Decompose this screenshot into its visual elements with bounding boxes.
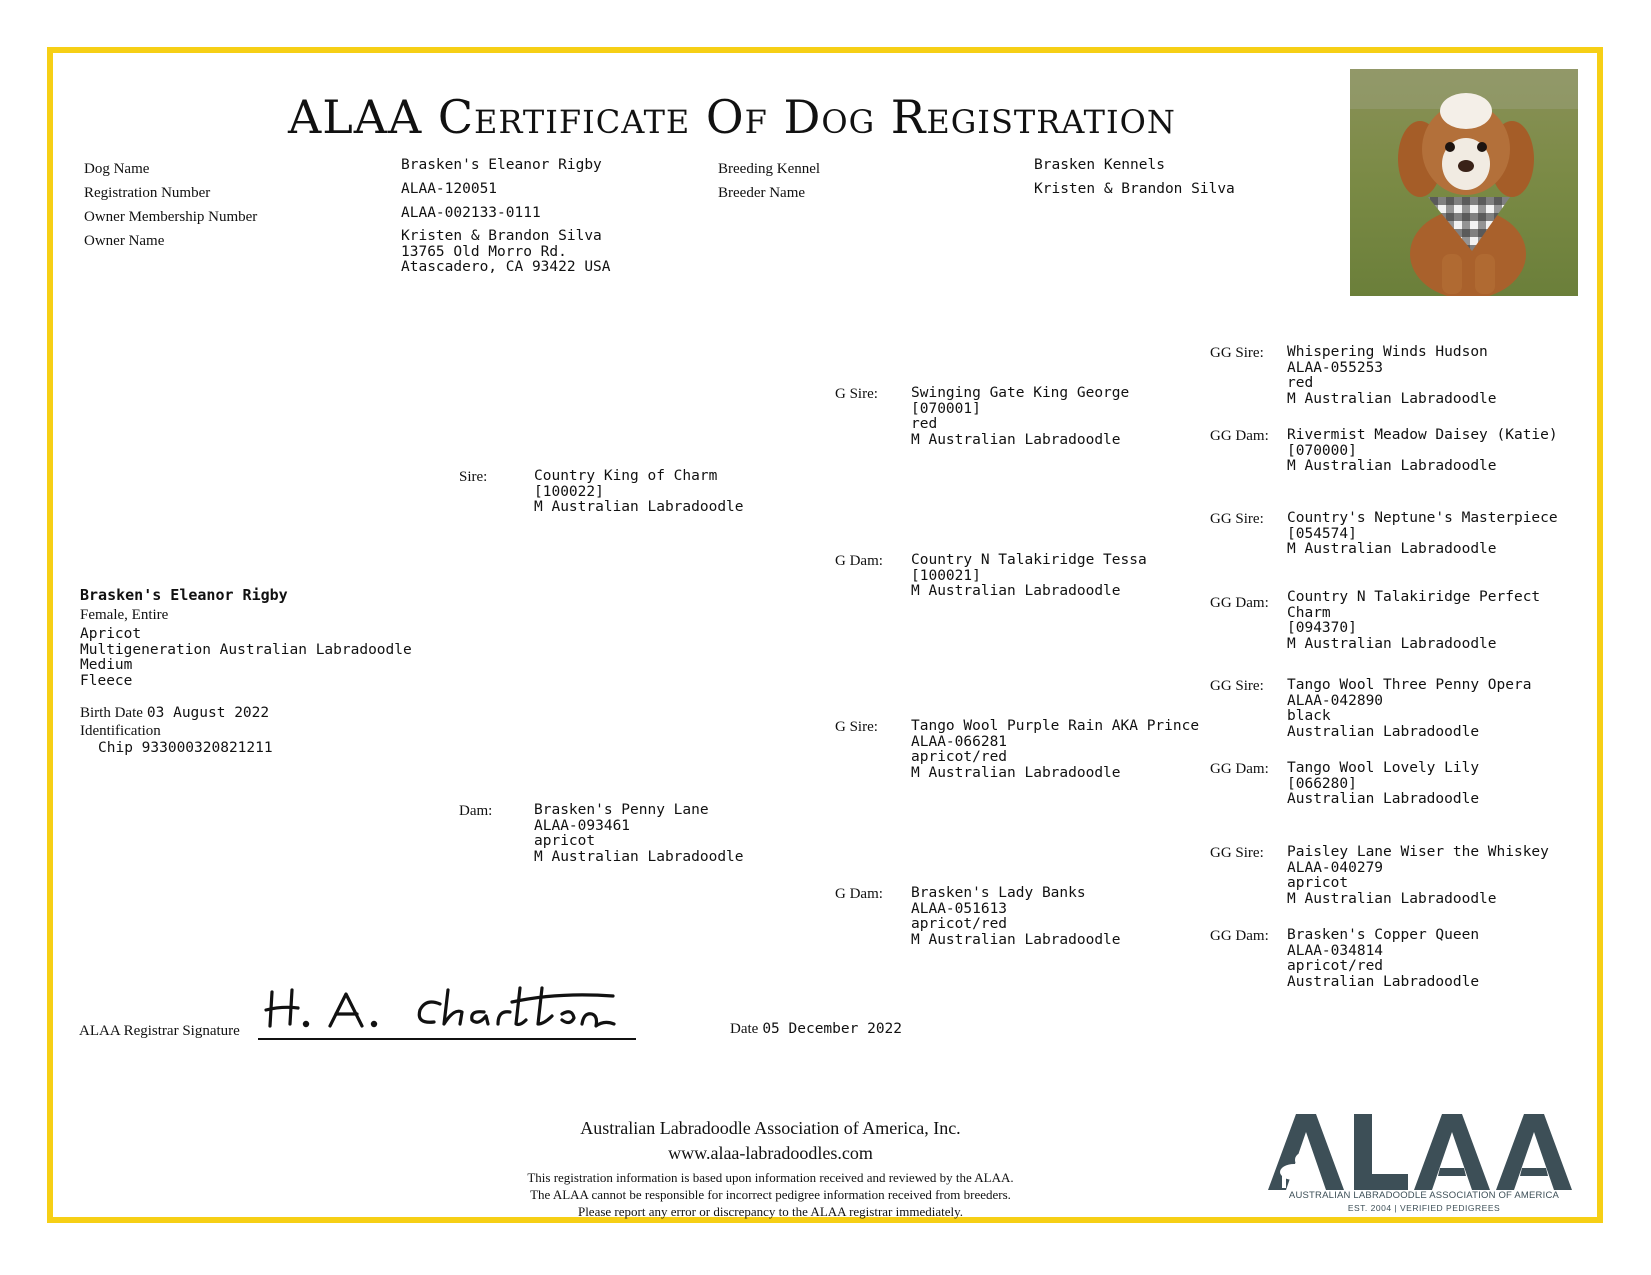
gg-3-name: Country's Neptune's Masterpiece xyxy=(1287,510,1558,526)
dog-details xyxy=(80,585,412,757)
gg-6-label: GG Dam: xyxy=(1210,761,1269,777)
gg-4-line: Charm xyxy=(1287,604,1331,621)
gg-5-name: Tango Wool Three Penny Opera xyxy=(1287,677,1532,693)
gg-7-entry xyxy=(1287,845,1549,907)
disclaimer-line: The ALAA cannot be responsible for incorrect pedigree information received from breeders. xyxy=(530,1187,1011,1202)
g-sire-2-line: apricot/red xyxy=(911,749,1008,765)
footer-website: www.alaa-labradoodles.com xyxy=(668,1143,873,1163)
dam-entry xyxy=(534,803,744,865)
breeder-name-label: Breeder Name xyxy=(718,185,806,201)
g-sire-2-entry xyxy=(911,719,1199,781)
dog-color: Apricot xyxy=(80,626,142,642)
g-dam-1-line: M Australian Labradoodle xyxy=(911,583,1121,599)
g-dam-2-line: M Australian Labradoodle xyxy=(911,931,1121,948)
chip-number: Chip 933000320821211 xyxy=(98,740,273,756)
birth-date-label: Birth Date xyxy=(80,705,143,721)
gg-7-label: GG Sire: xyxy=(1210,845,1264,861)
gg-2-entry xyxy=(1287,428,1558,475)
disclaimer-line: This registration information is based upon information received and reviewed by the ALAA. xyxy=(527,1170,1014,1185)
g-dam-1-line: [100021] xyxy=(911,567,981,584)
g-dam-2-line: ALAA-051613 xyxy=(911,900,1008,917)
g-dam-1-entry xyxy=(911,553,1147,600)
dam-name: Brasken's Penny Lane xyxy=(534,802,709,818)
dog-size: Medium xyxy=(80,657,133,673)
gg-8-line: ALAA-034814 xyxy=(1287,942,1384,959)
gg-2-label: GG Dam: xyxy=(1210,428,1269,444)
gg-6-line: Australian Labradoodle xyxy=(1287,791,1480,807)
breeder-labels xyxy=(718,157,820,205)
gg-5-label: GG Sire: xyxy=(1210,678,1264,694)
g-sire-1-line: red xyxy=(911,416,938,432)
gg-2-line: M Australian Labradoodle xyxy=(1287,458,1497,474)
g-dam-2-line: apricot/red xyxy=(911,916,1008,932)
birth-date-row xyxy=(80,703,412,723)
gg-6-name: Tango Wool Lovely Lily xyxy=(1287,760,1480,776)
gg-7-line: M Australian Labradoodle xyxy=(1287,890,1497,907)
g-dam-1-label: G Dam: xyxy=(835,553,883,569)
gg-2-line: [070000] xyxy=(1287,442,1357,459)
gg-3-line: [054574] xyxy=(1287,525,1357,542)
g-sire-1-line: M Australian Labradoodle xyxy=(911,431,1121,448)
dog-generation: Multigeneration Australian Labradoodle xyxy=(80,641,412,658)
gg-1-label: GG Sire: xyxy=(1210,345,1264,361)
gg-1-line: red xyxy=(1287,375,1314,391)
logo-tagline: EST. 2004 | VERIFIED PEDIGREES xyxy=(1347,1203,1501,1213)
dog-photo xyxy=(1350,69,1578,296)
dam-label: Dam: xyxy=(459,803,493,819)
dog-coat: Fleece xyxy=(80,672,133,689)
sire-line: M Australian Labradoodle xyxy=(534,499,744,515)
dog-name-label: Dog Name xyxy=(84,161,150,177)
header-values xyxy=(401,153,611,276)
gg-8-line: apricot/red xyxy=(1287,958,1384,974)
registration-number-value: ALAA-120051 xyxy=(401,181,498,197)
owner-address-line-1: 13765 Old Morro Rd. xyxy=(401,243,567,260)
gg-4-entry xyxy=(1287,590,1540,652)
dam-line: ALAA-093461 xyxy=(534,817,631,834)
gg-2-name: Rivermist Meadow Daisey (Katie) xyxy=(1287,427,1558,443)
g-sire-2-label: G Sire: xyxy=(835,719,878,735)
owner-name-label: Owner Name xyxy=(84,233,165,249)
signature-label: ALAA Registrar Signature xyxy=(79,1023,240,1039)
header-labels xyxy=(84,157,257,253)
gg-3-entry xyxy=(1287,511,1558,558)
gg-3-label: GG Sire: xyxy=(1210,511,1264,527)
alaa-logo xyxy=(1268,1110,1580,1220)
gg-7-line: ALAA-040279 xyxy=(1287,859,1384,876)
dog-sex: Female, Entire xyxy=(80,607,169,623)
gg-6-entry xyxy=(1287,761,1479,808)
gg-1-line: M Australian Labradoodle xyxy=(1287,390,1497,407)
sire-entry xyxy=(534,469,744,516)
g-sire-1-name: Swinging Gate King George xyxy=(911,385,1130,401)
gg-8-entry xyxy=(1287,928,1479,990)
identification-label: Identification xyxy=(80,723,161,739)
breeding-kennel-label: Breeding Kennel xyxy=(718,161,821,177)
dam-line: M Australian Labradoodle xyxy=(534,848,744,865)
dog-name-value: Brasken's Eleanor Rigby xyxy=(401,157,602,173)
birth-date-value: 03 August 2022 xyxy=(146,705,270,721)
dam-line: apricot xyxy=(534,833,596,849)
logo-subtitle: AUSTRALIAN LABRADOODLE ASSOCIATION OF AMERICA xyxy=(1288,1190,1560,1201)
gg-5-line: ALAA-042890 xyxy=(1287,692,1384,709)
signature-date-value: 05 December 2022 xyxy=(762,1021,903,1037)
g-sire-1-label: G Sire: xyxy=(835,386,878,402)
g-dam-2-label: G Dam: xyxy=(835,886,883,902)
g-sire-2-line: M Australian Labradoodle xyxy=(911,764,1121,781)
signature-line xyxy=(258,984,636,1040)
sire-line: [100022] xyxy=(534,483,604,500)
g-sire-1-line: [070001] xyxy=(911,400,981,417)
signature-date-label: Date xyxy=(730,1021,759,1037)
gg-1-entry xyxy=(1287,345,1497,407)
gg-8-name: Brasken's Copper Queen xyxy=(1287,927,1480,943)
gg-5-entry xyxy=(1287,678,1531,740)
sire-name: Country King of Charm xyxy=(534,468,718,484)
dog-traits xyxy=(80,627,412,689)
gg-5-line: black xyxy=(1287,708,1331,724)
signature-date xyxy=(730,1020,902,1038)
gg-4-line: M Australian Labradoodle xyxy=(1287,635,1497,652)
gg-1-name: Whispering Winds Hudson xyxy=(1287,344,1488,360)
owner-membership-value: ALAA-002133-0111 xyxy=(401,205,541,221)
gg-4-name: Country N Talakiridge Perfect xyxy=(1287,589,1541,605)
gg-6-line: [066280] xyxy=(1287,775,1357,792)
g-sire-2-name: Tango Wool Purple Rain AKA Prince xyxy=(911,718,1200,734)
owner-address-line-2: Atascadero, CA 93422 USA xyxy=(401,259,611,275)
gg-5-line: Australian Labradoodle xyxy=(1287,723,1480,740)
breeder-name-value: Kristen & Brandon Silva xyxy=(1034,181,1235,197)
g-sire-2-line: ALAA-066281 xyxy=(911,733,1008,750)
gg-8-line: Australian Labradoodle xyxy=(1287,973,1480,990)
g-dam-1-name: Country N Talakiridge Tessa xyxy=(911,552,1147,568)
gg-3-line: M Australian Labradoodle xyxy=(1287,541,1497,557)
gg-7-name: Paisley Lane Wiser the Whiskey xyxy=(1287,844,1549,860)
owner-membership-label: Owner Membership Number xyxy=(84,209,258,225)
sire-label: Sire: xyxy=(459,469,488,485)
g-dam-2-name: Brasken's Lady Banks xyxy=(911,885,1086,901)
owner-name-value: Kristen & Brandon Silva xyxy=(401,228,602,244)
breeding-kennel-value: Brasken Kennels xyxy=(1034,157,1165,173)
footer-org: Australian Labradoodle Association of America, Inc. xyxy=(580,1118,961,1138)
breeder-values xyxy=(1034,153,1235,201)
certificate-title: ALAA Certificate Of Dog Registration xyxy=(288,90,1176,144)
dog-detail-name: Brasken's Eleanor Rigby xyxy=(80,586,288,604)
g-dam-2-entry xyxy=(911,886,1121,948)
gg-4-label: GG Dam: xyxy=(1210,595,1269,611)
gg-8-label: GG Dam: xyxy=(1210,928,1269,944)
gg-1-line: ALAA-055253 xyxy=(1287,359,1384,376)
registration-number-label: Registration Number xyxy=(84,185,211,201)
registrar-signature xyxy=(258,984,636,1038)
gg-7-line: apricot xyxy=(1287,875,1349,891)
gg-4-line: [094370] xyxy=(1287,620,1357,636)
disclaimer-line: Please report any error or discrepancy to the ALAA registrar immediately. xyxy=(577,1204,964,1219)
g-sire-1-entry xyxy=(911,386,1129,448)
